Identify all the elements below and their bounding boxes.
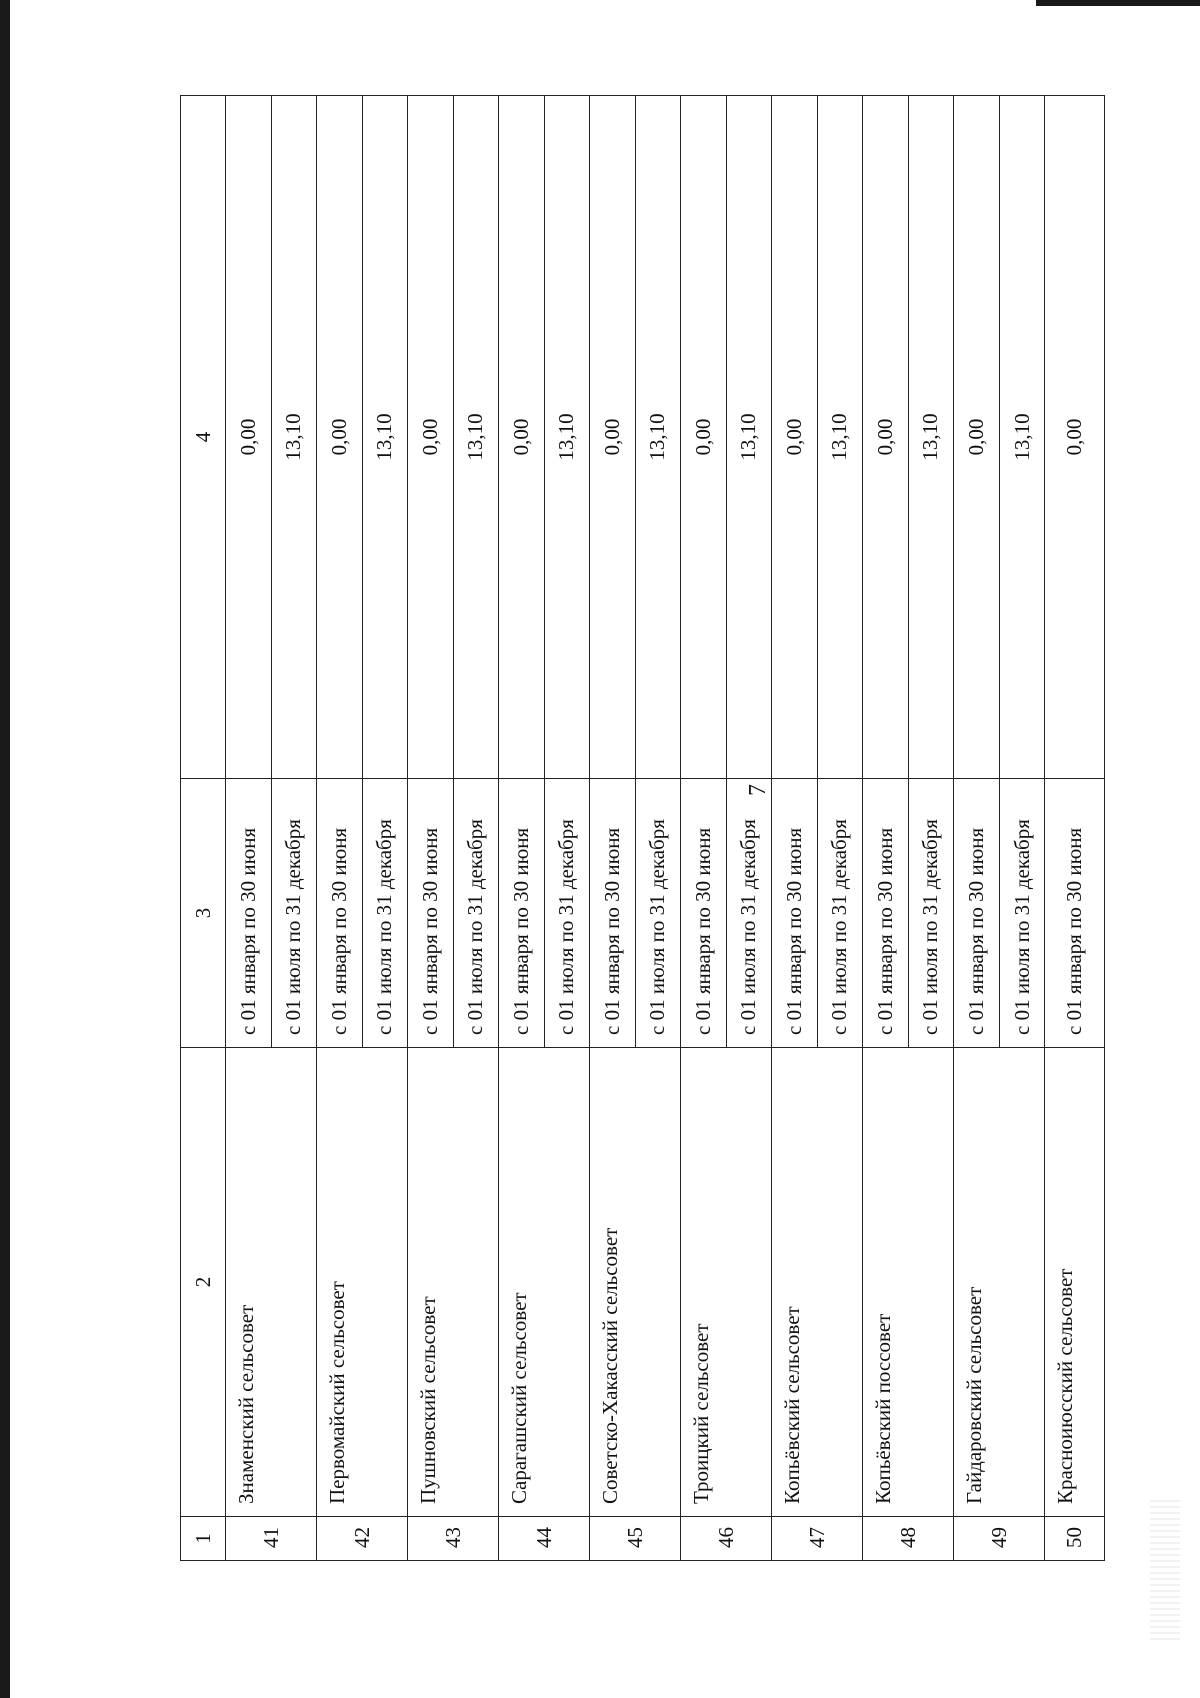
municipality-name: Первомайский сельсовет [317,1048,408,1517]
row-number: 45 [590,1517,681,1561]
row-number: 47 [772,1517,863,1561]
period-cell: с 01 июля по 31 декабря [453,779,499,1048]
table-row [408,96,454,1561]
data-table [180,95,1105,1561]
value-cell: 13,10 [817,96,863,779]
table-body [226,96,1105,1561]
value-cell: 0,00 [408,96,454,779]
row-number: 43 [408,1517,499,1561]
period-cell: с 01 января по 30 июня [226,779,272,1048]
header-cell-4: 4 [181,96,226,779]
period-cell: с 01 января по 30 июня [499,779,545,1048]
scan-speckle [1150,1500,1180,1640]
header-cell-2: 2 [181,1048,226,1517]
row-number: 44 [499,1517,590,1561]
value-cell: 13,10 [544,96,590,779]
value-cell: 0,00 [499,96,545,779]
row-number: 50 [1045,1517,1105,1561]
municipality-name: Троицкий сельсовет [681,1048,772,1517]
period-cell: с 01 января по 30 июня [1045,779,1105,1048]
value-cell: 0,00 [590,96,636,779]
table-row [590,96,636,1561]
header-cell-1: 1 [181,1517,226,1561]
municipality-name: Гайдаровский сельсовет [954,1048,1045,1517]
municipality-name: Знаменский сельсовет [226,1048,317,1517]
value-cell: 13,10 [635,96,681,779]
period-cell: с 01 января по 30 июня [681,779,727,1048]
period-cell: с 01 июля по 31 декабря [999,779,1045,1048]
row-number: 49 [954,1517,1045,1561]
table-row [317,96,363,1561]
period-cell: с 01 июля по 31 декабря [635,779,681,1048]
value-cell: 13,10 [271,96,317,779]
period-cell: с 01 января по 30 июня [590,779,636,1048]
value-cell: 0,00 [226,96,272,779]
period-cell: с 01 июля по 31 декабря [362,779,408,1048]
value-cell: 13,10 [999,96,1045,779]
row-number: 48 [863,1517,954,1561]
value-cell: 13,10 [453,96,499,779]
period-cell: с 01 июля по 31 декабря [544,779,590,1048]
municipality-name: Пушновский сельсовет [408,1048,499,1517]
period-cell: с 01 января по 30 июня [317,779,363,1048]
table-row [499,96,545,1561]
table-row [863,96,909,1561]
value-cell: 13,10 [362,96,408,779]
page-number: 7 [745,784,771,796]
period-cell: с 01 января по 30 июня [954,779,1000,1048]
period-cell: с 01 июля по 31 декабря [908,779,954,1048]
value-cell: 0,00 [681,96,727,779]
value-cell: 0,00 [317,96,363,779]
value-cell: 0,00 [772,96,818,779]
period-cell: с 01 января по 30 июня [772,779,818,1048]
rotated-table-frame [180,96,1105,1561]
municipality-name: Сарагашский сельсовет [499,1048,590,1517]
table-row [772,96,818,1561]
period-cell: с 01 июля по 31 декабря [817,779,863,1048]
table-header [181,96,226,1561]
period-cell: с 01 июля по 31 декабря [271,779,317,1048]
value-cell: 0,00 [954,96,1000,779]
row-number: 42 [317,1517,408,1561]
municipality-name: Советско-Хакасский сельсовет [590,1048,681,1517]
value-cell: 13,10 [726,96,772,779]
scan-edge-top [1036,0,1200,6]
value-cell: 0,00 [863,96,909,779]
period-cell: с 01 января по 30 июня [863,779,909,1048]
municipality-name: Красноиюсский сельсовет [1045,1048,1105,1517]
row-number: 41 [226,1517,317,1561]
value-cell: 0,00 [1045,96,1105,779]
row-number: 46 [681,1517,772,1561]
table-row [1045,96,1105,1561]
header-cell-3: 3 [181,779,226,1048]
header-row [181,96,226,1561]
municipality-name: Копьёвский сельсовет [772,1048,863,1517]
municipality-name: Копьёвский поссовет [863,1048,954,1517]
table-row [954,96,1000,1561]
table-row [681,96,727,1561]
table-container [180,96,1105,1561]
table-row [226,96,272,1561]
period-cell: с 01 июля по 31 декабря [726,779,772,1048]
value-cell: 13,10 [908,96,954,779]
scan-edge-left [0,0,10,1698]
period-cell: с 01 января по 30 июня [408,779,454,1048]
